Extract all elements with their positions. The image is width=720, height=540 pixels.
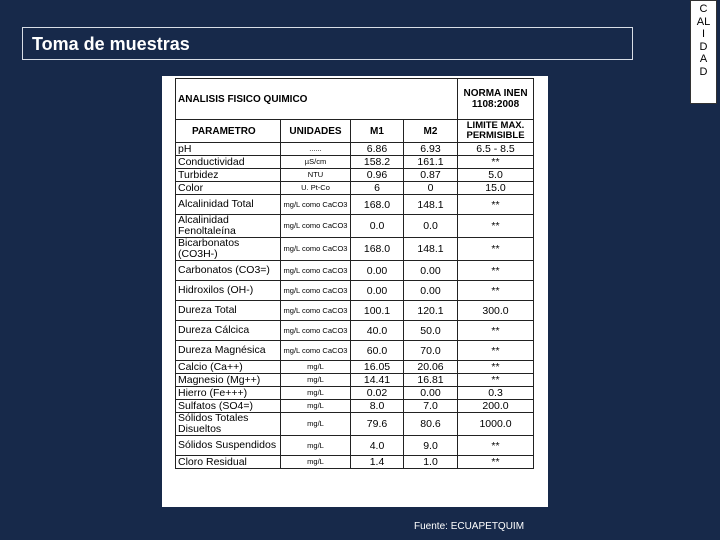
table-row: [176, 281, 534, 301]
side-label-box: [690, 0, 717, 104]
table-row: [176, 261, 534, 281]
unit-cell: mg/L como CaCO3: [281, 238, 351, 261]
m2-cell: 70.0: [404, 341, 458, 361]
unit-cell: U. Pt-Co: [281, 182, 351, 195]
limit-cell: **: [458, 156, 534, 169]
table-row: [176, 400, 534, 413]
m1-cell: 60.0: [351, 341, 404, 361]
param-cell: pH: [176, 143, 281, 156]
table-row: [176, 321, 534, 341]
table-row: [176, 436, 534, 456]
param-cell: Conductividad: [176, 156, 281, 169]
param-cell: Bicarbonatos (CO3H-): [176, 238, 281, 261]
m2-cell: 1.0: [404, 456, 458, 469]
table-row: [176, 169, 534, 182]
limit-cell: **: [458, 321, 534, 341]
m2-cell: 0: [404, 182, 458, 195]
unit-cell: mg/L: [281, 436, 351, 456]
limit-cell: 15.0: [458, 182, 534, 195]
unit-cell: mg/L como CaCO3: [281, 301, 351, 321]
limit-cell: **: [458, 195, 534, 215]
table-row: [176, 215, 534, 238]
side-letter: C: [699, 3, 708, 15]
m1-cell: 8.0: [351, 400, 404, 413]
unit-cell: mg/L: [281, 400, 351, 413]
m2-cell: 120.1: [404, 301, 458, 321]
param-cell: Magnesio (Mg++): [176, 374, 281, 387]
param-cell: Alcalinidad Total: [176, 195, 281, 215]
analysis-table: [175, 78, 534, 469]
m2-cell: 7.0: [404, 400, 458, 413]
unit-cell: mg/L como CaCO3: [281, 215, 351, 238]
m1-cell: 79.6: [351, 413, 404, 436]
m1-cell: 16.05: [351, 361, 404, 374]
param-cell: Carbonatos (CO3=): [176, 261, 281, 281]
limit-cell: **: [458, 374, 534, 387]
param-cell: Hidroxilos (OH-): [176, 281, 281, 301]
table-row: [176, 374, 534, 387]
param-cell: Color: [176, 182, 281, 195]
param-cell: Alcalinidad Fenoltaleína: [176, 215, 281, 238]
m2-cell: 0.00: [404, 281, 458, 301]
column-header-row: [176, 120, 534, 143]
table-row: [176, 143, 534, 156]
m2-cell: 148.1: [404, 195, 458, 215]
m1-cell: 0.0: [351, 215, 404, 238]
unit-cell: mg/L: [281, 413, 351, 436]
limit-cell: 0.3: [458, 387, 534, 400]
unit-cell: mg/L: [281, 387, 351, 400]
table-header-title: ANALISIS FISICO QUIMICO: [176, 79, 458, 120]
m2-cell: 0.00: [404, 387, 458, 400]
m2-cell: 0.00: [404, 261, 458, 281]
m2-cell: 80.6: [404, 413, 458, 436]
m1-cell: 4.0: [351, 436, 404, 456]
limit-cell: 300.0: [458, 301, 534, 321]
m2-cell: 50.0: [404, 321, 458, 341]
param-cell: Sulfatos (SO4=): [176, 400, 281, 413]
norma-label: NORMA INEN 1108:2008: [458, 79, 534, 120]
unit-cell: mg/L como CaCO3: [281, 281, 351, 301]
m1-cell: 168.0: [351, 195, 404, 215]
unit-cell: µS/cm: [281, 156, 351, 169]
slide-title: Toma de muestras: [32, 34, 190, 54]
table-row: [176, 361, 534, 374]
unit-cell: mg/L como CaCO3: [281, 195, 351, 215]
col-header-m2: M2: [404, 120, 458, 143]
param-cell: Cloro Residual: [176, 456, 281, 469]
side-letter: I: [701, 28, 706, 40]
param-cell: Dureza Total: [176, 301, 281, 321]
m1-cell: 1.4: [351, 456, 404, 469]
m1-cell: 158.2: [351, 156, 404, 169]
m2-cell: 0.0: [404, 215, 458, 238]
limit-cell: **: [458, 215, 534, 238]
limit-cell: **: [458, 341, 534, 361]
side-letter: AL: [696, 15, 711, 28]
unit-cell: mg/L: [281, 456, 351, 469]
m2-cell: 20.06: [404, 361, 458, 374]
unit-cell: mg/L como CaCO3: [281, 341, 351, 361]
param-cell: Calcio (Ca++): [176, 361, 281, 374]
unit-cell: mg/L como CaCO3: [281, 321, 351, 341]
unit-cell: NTU: [281, 169, 351, 182]
limit-cell: **: [458, 456, 534, 469]
slide-title-box: [22, 27, 633, 60]
unit-cell: mg/L: [281, 361, 351, 374]
m2-cell: 6.93: [404, 143, 458, 156]
limit-cell: 1000.0: [458, 413, 534, 436]
limit-cell: **: [458, 261, 534, 281]
param-cell: Turbidez: [176, 169, 281, 182]
limit-cell: **: [458, 361, 534, 374]
m1-cell: 0.00: [351, 281, 404, 301]
col-header-unidades: UNIDADES: [281, 120, 351, 143]
m2-cell: 16.81: [404, 374, 458, 387]
table-row: [176, 387, 534, 400]
m1-cell: 14.41: [351, 374, 404, 387]
analysis-document: [162, 76, 548, 507]
unit-cell: mg/L como CaCO3: [281, 261, 351, 281]
m2-cell: 161.1: [404, 156, 458, 169]
table-title-row: [176, 79, 534, 120]
m2-cell: 9.0: [404, 436, 458, 456]
m1-cell: 0.96: [351, 169, 404, 182]
source-caption: Fuente: ECUAPETQUIM: [414, 521, 525, 532]
m1-cell: 168.0: [351, 238, 404, 261]
table-row: [176, 238, 534, 261]
limit-cell: **: [458, 436, 534, 456]
m1-cell: 6: [351, 182, 404, 195]
table-row: [176, 156, 534, 169]
col-header-m1: M1: [351, 120, 404, 143]
limit-cell: **: [458, 238, 534, 261]
m1-cell: 100.1: [351, 301, 404, 321]
m1-cell: 0.02: [351, 387, 404, 400]
table-row: [176, 456, 534, 469]
param-cell: Sólidos Suspendidos: [176, 436, 281, 456]
limit-cell: 200.0: [458, 400, 534, 413]
m1-cell: 0.00: [351, 261, 404, 281]
param-cell: Hierro (Fe+++): [176, 387, 281, 400]
col-header-parametro: PARAMETRO: [176, 120, 281, 143]
table-row: [176, 301, 534, 321]
limit-cell: 6.5 - 8.5: [458, 143, 534, 156]
param-cell: Sólidos Totales Disueltos: [176, 413, 281, 436]
col-header-limite: LIMITE MAX. PERMISIBLE: [458, 120, 534, 143]
m2-cell: 0.87: [404, 169, 458, 182]
param-cell: Dureza Cálcica: [176, 321, 281, 341]
side-letter: D: [699, 65, 708, 78]
side-letter: D: [699, 40, 708, 53]
table-row: [176, 195, 534, 215]
m2-cell: 148.1: [404, 238, 458, 261]
unit-cell: mg/L: [281, 374, 351, 387]
side-letter: A: [699, 53, 708, 65]
param-cell: Dureza Magnésica: [176, 341, 281, 361]
table-row: [176, 413, 534, 436]
table-row: [176, 341, 534, 361]
unit-cell: ......: [281, 143, 351, 156]
m1-cell: 40.0: [351, 321, 404, 341]
limit-cell: **: [458, 281, 534, 301]
table-row: [176, 182, 534, 195]
limit-cell: 5.0: [458, 169, 534, 182]
m1-cell: 6.86: [351, 143, 404, 156]
